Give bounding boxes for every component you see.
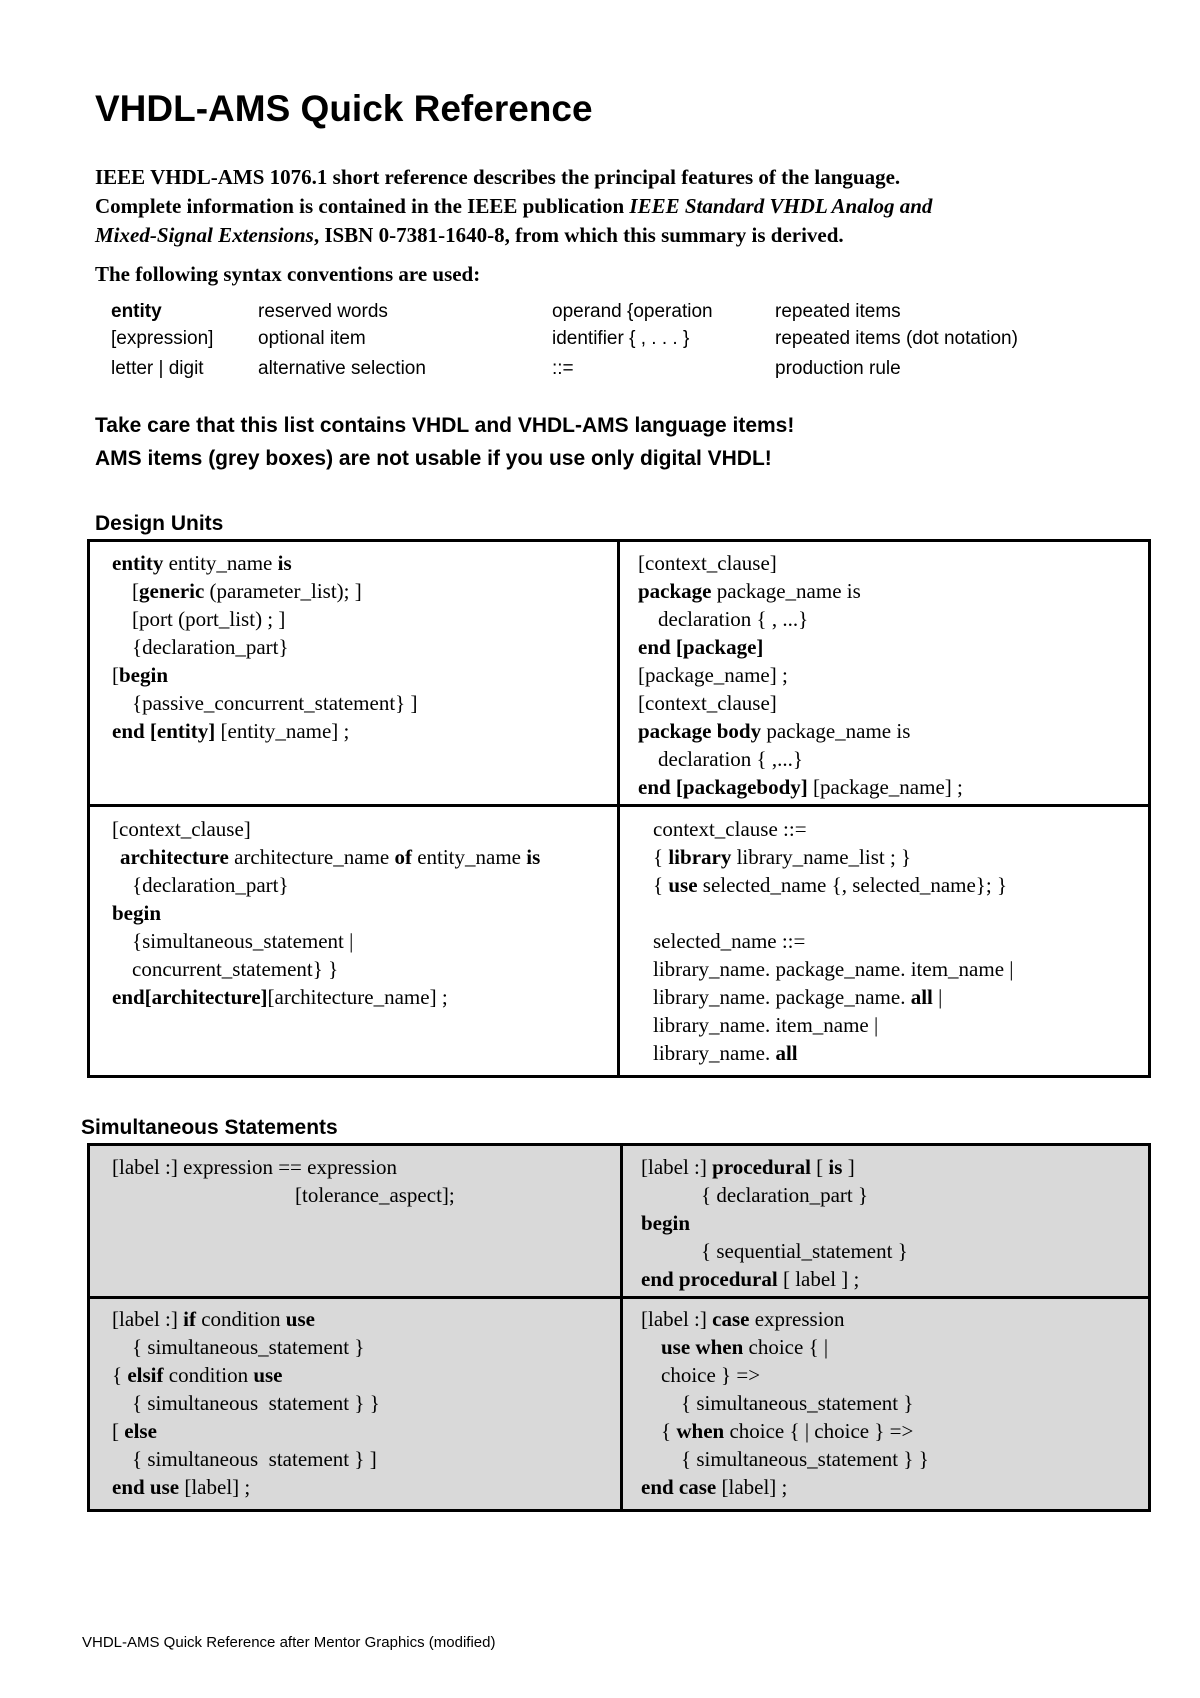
warning-line: AMS items (grey boxes) are not usable if you use only digital VHDL! [95, 447, 772, 470]
intro-paragraph [95, 163, 1115, 250]
simultaneous-if-cell: [label :] if condition use { simultaneous_statement } { elsif condition use { simultaneous statement } } [ else { simultaneous statement } ] end use [label] ; [112, 1307, 380, 1499]
intro-line: Complete information is contained in the IEEE publication IEEE Standard VHDL Analog and [95, 194, 933, 218]
simultaneous-case-cell: [label :] case expression use when choice { | choice } => { simultaneous_statement } { when choice { | choice } => { simultaneous_statement } } end case [label] ; [641, 1307, 929, 1499]
conventions-label: The following syntax conventions are used: [95, 262, 481, 286]
context-clause-cell: context_clause ::= { library library_name_list ; } { use selected_name {, selected_name}; } selected_name ::= library_name. package_name. item_name | library_name. package_name. all | library_name. item_name | library_name. all [653, 817, 1014, 1065]
section-heading-design-units: Design Units [95, 512, 224, 535]
page-title: VHDL-AMS Quick Reference [95, 88, 593, 129]
intro-line: IEEE VHDL-AMS 1076.1 short reference describes the principal features of the language. [95, 165, 901, 189]
simple-simultaneous-cell: [label :] expression == expression [tolerance_aspect]; [112, 1155, 455, 1207]
convention-row: [expression] optional item identifier { , . . . } repeated items (dot notation) [111, 328, 1018, 349]
intro-line: Mixed-Signal Extensions, ISBN 0-7381-1640-8, from which this summary is derived. [95, 223, 844, 247]
package-declaration-cell: [context_clause] package package_name is declaration { , ...} end [package] [package_name] ; [context_clause] package body package_name is declaration { ,...} end [packagebody] [package_name] ; [638, 551, 963, 799]
architecture-body-cell: [context_clause] architecture architecture_name of entity_name is {declaration_part} begin {simultaneous_statement | concurrent_statement} } end[architecture][architecture_name] ; [112, 817, 541, 1009]
warning-note [95, 409, 794, 475]
convention-row: entity reserved words operand {operation repeated items [111, 301, 901, 322]
procedural-cell: [label :] procedural [ is ] { declaration_part } begin { sequential_statement } end procedural [ label ] ; [641, 1155, 908, 1291]
warning-line: Take care that this list contains VHDL and VHDL-AMS language items! [95, 414, 795, 437]
section-heading-simultaneous-statements: Simultaneous Statements [81, 1116, 338, 1139]
entity-declaration-cell: entity entity_name is [generic (parameter_list); ] [port (port_list) ; ] {declaration_part} [begin {passive_concurrent_statement} ] end [entity] [entity_name] ; [112, 551, 418, 743]
page-footer: VHDL-AMS Quick Reference after Mentor Graphics (modified) [82, 1634, 496, 1651]
convention-row: letter | digit alternative selection ::= production rule [111, 358, 901, 379]
